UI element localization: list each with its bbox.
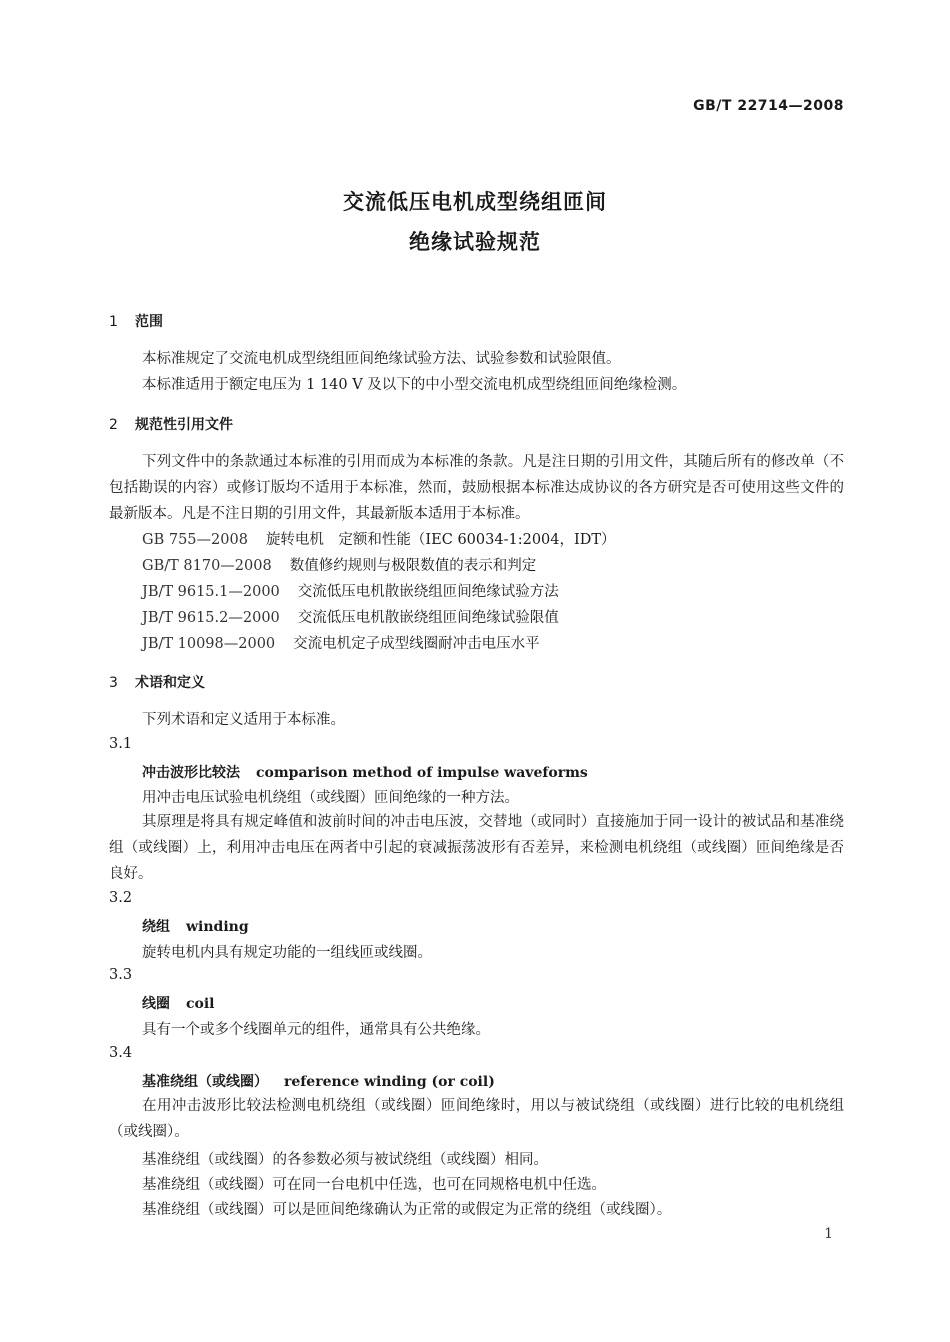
reference-code: GB/T 8170—2008 — [142, 558, 272, 574]
reference-code: JB/T 9615.1—2000 — [142, 584, 280, 600]
document-title-line2: 绝缘试验规范 — [409, 230, 541, 254]
term-definition: 用冲击电压试验电机绕组（或线圈）匝间绝缘的一种方法。 — [142, 790, 519, 806]
term-note: 其原理是将具有规定峰值和波前时间的冲击电压波，交替地（或同时）直接施加于同一设计的被试品和基准绕组（或线圈）上，利用冲击电压在两者中引起的衰减振荡波形有否差异，来检测电机绕组（或线圈）匝间绝缘是否良好。 — [109, 814, 844, 882]
term-zh: 绕组 — [142, 919, 170, 935]
section-1-para-2: 本标准适用于额定电压为 1 140 V 及以下的中小型交流电机成型绕组匝间绝缘检测。 — [142, 377, 687, 393]
term-heading — [142, 993, 215, 1013]
term-definition: 具有一个或多个线圈单元的组件，通常具有公共绝缘。 — [142, 1022, 490, 1038]
term-en: reference winding (or coil) — [284, 1074, 495, 1090]
term-zh: 冲击波形比较法 — [142, 765, 240, 781]
term-note: 基准绕组（或线圈）可在同一台电机中任选，也可在同规格电机中任选。 — [142, 1177, 606, 1193]
term-en: coil — [186, 996, 215, 1012]
reference-title: 交流低压电机散嵌绕组匝间绝缘试验方法 — [297, 584, 559, 600]
section-title: 规范性引用文件 — [135, 417, 233, 433]
section-2-intro: 下列文件中的条款通过本标准的引用而成为本标准的条款。凡是注日期的引用文件，其随后所有的修改单（不包括勘误的内容）或修订版均不适用于本标准，然而，鼓励根据本标准达成协议的各方研究是否可使用这些文件的最新版本。凡是不注日期的引用文件，其最新版本适用于本标准。 — [109, 454, 844, 522]
reference-title: 数值修约规则与极限数值的表示和判定 — [289, 558, 537, 574]
reference-code: JB/T 9615.2—2000 — [142, 610, 280, 626]
reference-code: GB 755—2008 — [142, 532, 248, 548]
section-title: 范围 — [135, 314, 163, 330]
reference-item — [142, 528, 616, 549]
reference-item — [142, 554, 536, 575]
clause-number: 3.4 — [109, 1045, 133, 1061]
term-en: winding — [186, 919, 249, 935]
section-number: 2 — [109, 417, 118, 433]
term-definition: 在用冲击波形比较法检测电机绕组（或线圈）匝间绝缘时，用以与被试绕组（或线圈）进行比较的电机绕组（或线圈）。 — [109, 1098, 844, 1140]
term-definition: 旋转电机内具有规定功能的一组线匝或线圈。 — [142, 945, 432, 961]
term-en: comparison method of impulse waveforms — [256, 765, 588, 781]
section-title: 术语和定义 — [135, 675, 205, 691]
term-zh: 线圈 — [142, 996, 170, 1012]
clause-number: 3.3 — [109, 967, 133, 983]
section-number: 1 — [109, 314, 118, 330]
section-1-heading — [109, 311, 163, 331]
reference-title: 交流低压电机散嵌绕组匝间绝缘试验限值 — [297, 610, 559, 626]
term-zh: 基准绕组（或线圈） — [142, 1074, 268, 1090]
reference-code: JB/T 10098—2000 — [142, 636, 276, 652]
section-number: 3 — [109, 675, 118, 691]
term-heading — [142, 762, 588, 782]
term-note: 基准绕组（或线圈）可以是匝间绝缘确认为正常的或假定为正常的绕组（或线圈）。 — [142, 1202, 672, 1218]
section-3-heading — [109, 672, 205, 692]
standard-code: GB/T 22714—2008 — [693, 98, 844, 114]
term-heading — [142, 916, 249, 936]
reference-title: 旋转电机 定额和性能（IEC 60034-1:2004，IDT） — [265, 532, 616, 548]
document-title-line1: 交流低压电机成型绕组匝间 — [343, 190, 607, 214]
term-note: 基准绕组（或线圈）的各参数必须与被试绕组（或线圈）相同。 — [142, 1152, 548, 1168]
reference-item — [142, 632, 540, 653]
section-3-intro: 下列术语和定义适用于本标准。 — [142, 712, 345, 728]
reference-item — [142, 606, 559, 627]
clause-number: 3.2 — [109, 890, 133, 906]
term-heading — [142, 1071, 495, 1091]
reference-title: 交流电机定子成型线圈耐冲击电压水平 — [293, 636, 540, 652]
section-2-heading — [109, 414, 233, 434]
section-1-para-1: 本标准规定了交流电机成型绕组匝间绝缘试验方法、试验参数和试验限值。 — [142, 351, 621, 367]
clause-number: 3.1 — [109, 736, 133, 752]
page-number: 1 — [824, 1226, 833, 1242]
reference-item — [142, 580, 559, 601]
